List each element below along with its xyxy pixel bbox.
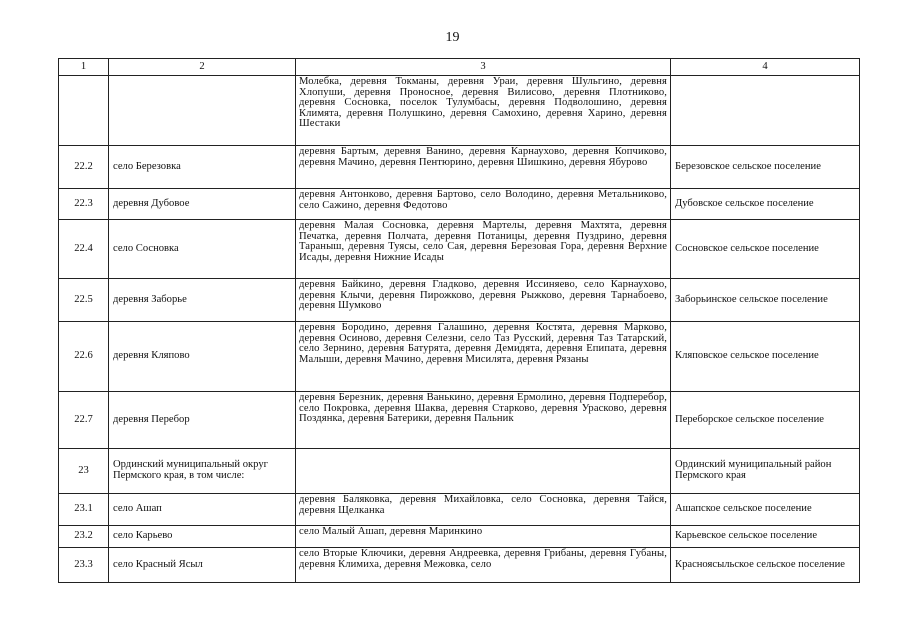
settlement-cell: Заборьинское сельское поселение bbox=[671, 279, 860, 322]
row-number-cell: 22.2 bbox=[59, 146, 109, 189]
villages-cell: деревня Антонково, деревня Бартово, село Володино, деревня Метальниково, село Сажино, деревня Федотово bbox=[296, 189, 671, 220]
settlement-cell: Красноясыльское сельское поселение bbox=[671, 548, 860, 583]
villages-cell: село Малый Ашап, деревня Маринкино bbox=[296, 526, 671, 548]
column-header: 4 bbox=[671, 59, 860, 76]
admin-center-cell bbox=[109, 76, 296, 146]
villages-cell: деревня Баляковка, деревня Михайловка, село Сосновка, деревня Тайся, деревня Щелканка bbox=[296, 494, 671, 526]
row-number-cell: 23.2 bbox=[59, 526, 109, 548]
table-row bbox=[59, 548, 860, 583]
row-number-cell: 23.1 bbox=[59, 494, 109, 526]
villages-cell: село Вторые Ключики, деревня Андреевка, деревня Грибаны, деревня Губаны, деревня Климиха, деревня Межовка, село bbox=[296, 548, 671, 583]
settlement-cell: Кляповское сельское поселение bbox=[671, 322, 860, 392]
villages-cell: деревня Бородино, деревня Галашино, деревня Костята, деревня Марково, деревня Осиново, деревня Селезни, село Таз Русский, деревня Таз Татарский, село Зернино, деревня Батурята, деревня Демидята, деревня Епипата, деревня Малыши, деревня Мачино, деревня Мисилята, деревня Рязаны bbox=[296, 322, 671, 392]
settlement-cell: Сосновское сельское поселение bbox=[671, 220, 860, 279]
table-row bbox=[59, 220, 860, 279]
table-row bbox=[59, 279, 860, 322]
row-number-cell: 23 bbox=[59, 449, 109, 494]
admin-center-cell: деревня Кляпово bbox=[109, 322, 296, 392]
table-row bbox=[59, 494, 860, 526]
admin-center-cell: село Сосновка bbox=[109, 220, 296, 279]
settlement-cell bbox=[671, 76, 860, 146]
page-number: 19 bbox=[445, 30, 460, 45]
villages-cell: деревня Березник, деревня Ванькино, деревня Ермолино, деревня Подперебор, село Покровка, деревня Шаква, деревня Старково, деревня Урасково, деревня Поздянка, деревня Батерики, деревня Пальник bbox=[296, 392, 671, 449]
admin-center-cell: село Березовка bbox=[109, 146, 296, 189]
settlement-cell: Карьевское сельское поселение bbox=[671, 526, 860, 548]
admin-center-cell: деревня Дубовое bbox=[109, 189, 296, 220]
villages-cell: Молебка, деревня Токманы, деревня Ураи, деревня Шульгино, деревня Хлопуши, деревня Проносное, деревня Вилисово, деревня Плотниково, деревня Сосновка, поселок Тулумбасы, деревня Подволошино, деревня Климята, деревня Полушкино, деревня Самохино, деревня Харино, деревня Шестаки bbox=[296, 76, 671, 146]
table-row bbox=[59, 449, 860, 494]
settlement-cell: Ординский муниципальный район Пермского края bbox=[671, 449, 860, 494]
column-header: 1 bbox=[59, 59, 109, 76]
table-header-row bbox=[59, 59, 860, 76]
villages-cell: деревня Бартым, деревня Ванино, деревня Карнаухово, деревня Копчиково, деревня Мачино, деревня Пентюрино, деревня Шишкино, деревня Ябурово bbox=[296, 146, 671, 189]
admin-center-cell: село Карьево bbox=[109, 526, 296, 548]
villages-cell: деревня Байкино, деревня Гладково, деревня Иссиняево, село Карнаухово, деревня Клычи, деревня Пирожково, деревня Рыжково, деревня Тарнабоево, деревня Шумково bbox=[296, 279, 671, 322]
admin-center-cell: село Красный Ясыл bbox=[109, 548, 296, 583]
settlements-table bbox=[58, 58, 860, 583]
settlement-cell: Березовское сельское поселение bbox=[671, 146, 860, 189]
row-number-cell: 23.3 bbox=[59, 548, 109, 583]
row-number-cell: 22.6 bbox=[59, 322, 109, 392]
settlement-cell: Переборское сельское поселение bbox=[671, 392, 860, 449]
row-number-cell: 22.4 bbox=[59, 220, 109, 279]
villages-cell: деревня Малая Сосновка, деревня Мартелы, деревня Махтята, деревня Печатка, деревня Полчата, деревня Потаницы, деревня Пуздрино, деревня Тараныш, деревня Туясы, село Сая, деревня Березовая Гора, деревня Верхние Исады, деревня Нижние Исады bbox=[296, 220, 671, 279]
admin-center-cell: деревня Заборье bbox=[109, 279, 296, 322]
table-row bbox=[59, 526, 860, 548]
column-header: 3 bbox=[296, 59, 671, 76]
table-row bbox=[59, 76, 860, 146]
row-number-cell: 22.3 bbox=[59, 189, 109, 220]
row-number-cell: 22.7 bbox=[59, 392, 109, 449]
row-number-cell: 22.5 bbox=[59, 279, 109, 322]
row-number-cell bbox=[59, 76, 109, 146]
table-row bbox=[59, 392, 860, 449]
table-row bbox=[59, 189, 860, 220]
admin-center-cell: Ординский муниципальный округ Пермского края, в том числе: bbox=[109, 449, 296, 494]
settlement-cell: Дубовское сельское поселение bbox=[671, 189, 860, 220]
settlement-cell: Ашапское сельское поселение bbox=[671, 494, 860, 526]
villages-cell bbox=[296, 449, 671, 494]
table-row bbox=[59, 146, 860, 189]
admin-center-cell: деревня Перебор bbox=[109, 392, 296, 449]
table-row bbox=[59, 322, 860, 392]
admin-center-cell: село Ашап bbox=[109, 494, 296, 526]
column-header: 2 bbox=[109, 59, 296, 76]
